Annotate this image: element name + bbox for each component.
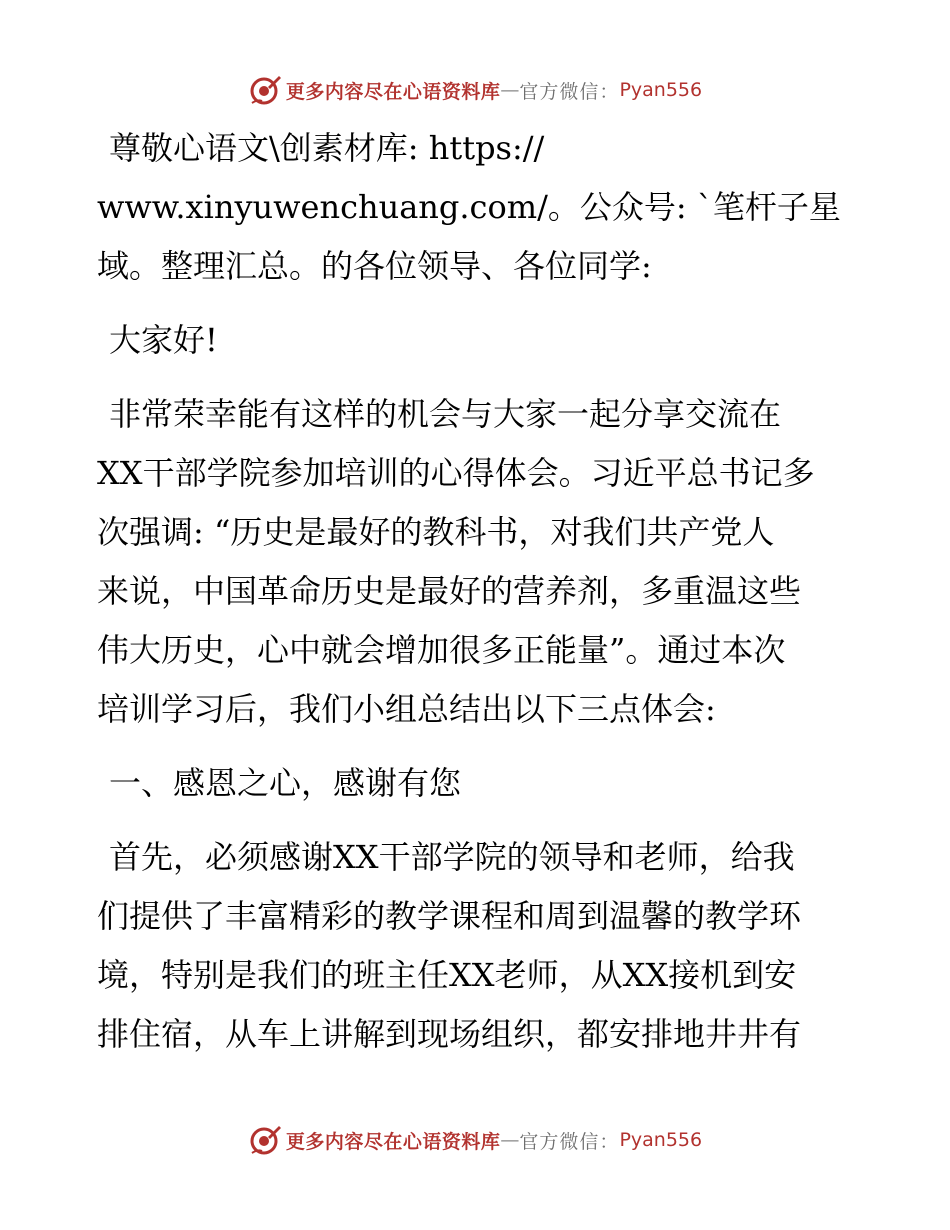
banner-wechat-label: 官方微信： [519,1130,620,1153]
paragraph-intro [97,385,857,739]
paragraph-thanks [97,828,857,1064]
banner-wechat-id: Pyan556 [619,79,703,101]
text-line: 培训学习后，我们小组总结出以下三点体会: [97,690,716,728]
banner-dash: — [500,1129,520,1151]
text-line: 域。整理汇总。的各位领导、各位同学: [97,247,652,285]
pen-logo-icon [248,1123,282,1157]
text-line: 大家好! [109,321,218,359]
text-line: 非常荣幸能有这样的机会与大家一起分享交流在 [109,395,782,433]
text-line: 来说，中国革命历史是最好的营养剂，多重温这些 [97,572,802,610]
text-line: 一、感恩之心，感谢有您 [109,764,462,802]
text-line: XX干部学院参加培训的心得体会。习近平总书记多 [97,454,815,492]
text-line: 伟大历史，心中就会增加很多正能量”。通过本次 [97,631,786,669]
document-body [97,119,857,1064]
text-line: 次强调: “历史是最好的教科书，对我们共产党人 [97,513,775,551]
pen-logo-icon [248,73,282,107]
banner-title: 更多内容尽在心语资料库 [285,80,501,103]
banner-wechat-id: Pyan556 [619,1129,703,1151]
paragraph-hello [97,311,857,370]
text-line: www.xinyuwenchuang.com/。公众号: `笔杆子星 [97,188,841,226]
text-line: 排住宿，从车上讲解到现场组织，都安排地井井有 [97,1015,802,1053]
banner-title: 更多内容尽在心语资料库 [285,1130,501,1153]
header-banner [0,70,950,110]
section-heading [97,754,857,813]
text-line: 境，特别是我们的班主任XX老师，从XX接机到安 [97,956,797,994]
banner-dash: — [500,79,520,101]
text-line: 们提供了丰富精彩的教学课程和周到温馨的教学环 [97,897,802,935]
text-line: 尊敬心语文\创素材库: https:// [109,129,545,167]
banner-wechat-label: 官方微信： [519,80,620,103]
text-line: 首先，必须感谢XX干部学院的领导和老师，给我 [109,838,795,876]
paragraph-greeting [97,119,857,296]
footer-banner [0,1120,950,1160]
